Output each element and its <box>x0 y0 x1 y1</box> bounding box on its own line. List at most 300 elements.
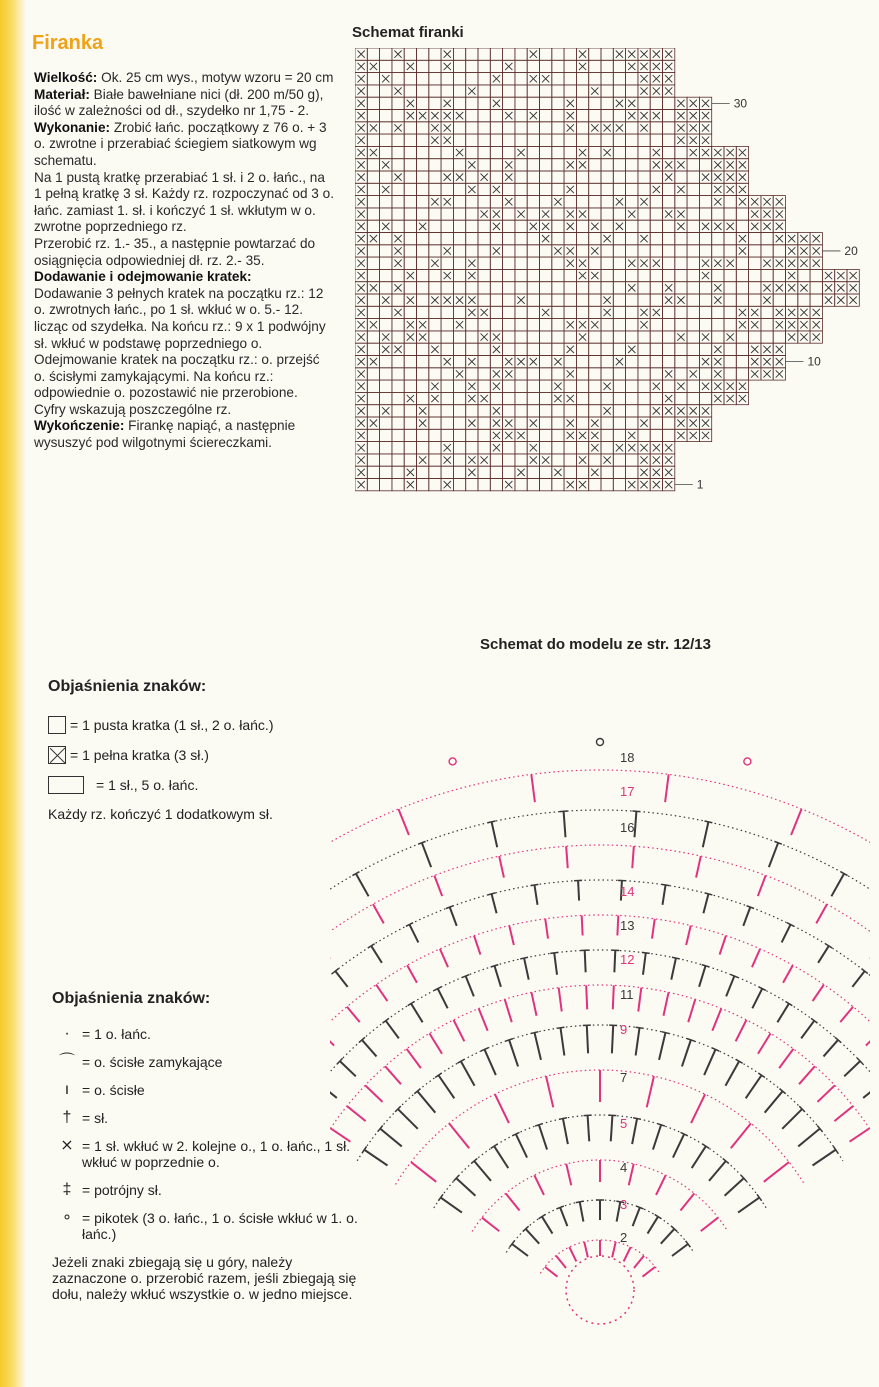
filet-cross <box>739 309 746 316</box>
filet-cell <box>675 368 687 380</box>
filet-cell <box>466 245 478 257</box>
filet-cross <box>714 395 721 402</box>
filet-cell <box>441 405 453 417</box>
instruction-paragraph <box>34 352 334 402</box>
stitch-mark <box>546 1076 553 1107</box>
filet-cell <box>367 257 379 269</box>
filet-cross <box>727 260 734 267</box>
legend-item-text: = o. ścisłe zamykające <box>82 1054 223 1070</box>
filet-cross <box>665 63 672 70</box>
filet-cell <box>552 257 564 269</box>
stitch-mark <box>769 843 778 867</box>
filet-cell <box>589 356 601 368</box>
filet-cell <box>638 282 650 294</box>
filet-cell <box>429 60 441 72</box>
filet-cross <box>714 297 721 304</box>
filet-cross <box>505 161 512 168</box>
filet-cross <box>493 186 500 193</box>
instruction-label: Wykonanie: <box>34 119 111 135</box>
stitch-mark <box>454 1020 465 1041</box>
filet-cell <box>613 146 625 158</box>
filet-cell <box>453 85 465 97</box>
stitch-mark <box>509 926 514 945</box>
filet-cross <box>358 186 365 193</box>
filet-cell <box>638 356 650 368</box>
filet-cross <box>579 260 586 267</box>
filet-cell <box>478 97 490 109</box>
filet-cell <box>417 233 429 245</box>
stitch-mark <box>703 894 708 913</box>
instruction-paragraph <box>34 269 334 286</box>
filet-cross <box>444 124 451 131</box>
filet-cell <box>380 368 392 380</box>
filet-cell <box>540 331 552 343</box>
filet-cell <box>736 269 748 281</box>
filet-cell <box>589 73 601 85</box>
filet-cross <box>813 260 820 267</box>
filet-cross <box>653 383 660 390</box>
filet-cross <box>358 407 365 414</box>
filet-cell <box>404 417 416 429</box>
filet-cell <box>601 73 613 85</box>
filet-cell <box>613 306 625 318</box>
filet-cell <box>527 405 539 417</box>
stitch-mark <box>347 1007 360 1022</box>
filet-cross <box>776 358 783 365</box>
instruction-paragraph <box>34 236 334 269</box>
filet-cross <box>468 420 475 427</box>
filet-cross <box>394 124 401 131</box>
row-label: 10 <box>807 354 821 369</box>
legend-note: Jeżeli znaki zbiegają się u góry, należy zaznaczone o. przerobić razem, jeśli zbiegają się dołu, należy wkłuć wszystkie o. w jedno miejsce. <box>52 1254 357 1302</box>
filet-cell <box>626 220 638 232</box>
filet-cross <box>567 321 574 328</box>
filet-cell <box>441 282 453 294</box>
filet-cross <box>640 75 647 82</box>
filet-cell <box>392 417 404 429</box>
filet-cross <box>493 247 500 254</box>
filet-cross <box>604 124 611 131</box>
filet-cell <box>367 183 379 195</box>
filet-cell <box>478 405 490 417</box>
filet-cross <box>517 469 524 476</box>
filet-cross <box>616 444 623 451</box>
filet-cell <box>515 48 527 60</box>
filet-cell <box>392 159 404 171</box>
stitch-mark <box>635 811 637 837</box>
filet-cell <box>699 245 711 257</box>
filet-cross <box>727 186 734 193</box>
stitch-mark <box>534 1175 544 1195</box>
stitch-mark <box>834 1106 853 1121</box>
filet-cell <box>453 196 465 208</box>
legend-item <box>52 1054 362 1070</box>
filet-cross <box>739 186 746 193</box>
filet-cell <box>540 159 552 171</box>
filet-cross <box>554 395 561 402</box>
filet-cross <box>714 161 721 168</box>
filet-cross <box>407 333 414 340</box>
filet-cell <box>552 405 564 417</box>
center-ring <box>566 1256 634 1324</box>
filet-cell <box>527 85 539 97</box>
filet-cell <box>687 319 699 331</box>
filet-cell <box>699 294 711 306</box>
filet-cell <box>367 48 379 60</box>
filet-cell <box>712 331 724 343</box>
filet-cross <box>505 481 512 488</box>
filet-cross <box>751 309 758 316</box>
filet-cross <box>825 297 832 304</box>
filet-cell <box>478 60 490 72</box>
filet-cross <box>394 284 401 291</box>
filet-cell <box>490 356 502 368</box>
stitch-mark <box>652 919 655 939</box>
stitch-mark <box>624 1247 631 1261</box>
filet-cross <box>727 161 734 168</box>
filet-cell <box>453 60 465 72</box>
filet-cross <box>358 63 365 70</box>
filet-cell <box>663 257 675 269</box>
stitch-mark <box>441 1198 462 1213</box>
filet-cell <box>601 282 613 294</box>
filet-cell <box>392 146 404 158</box>
filet-cell <box>712 319 724 331</box>
filet-cell <box>564 171 576 183</box>
filet-cell <box>613 429 625 441</box>
filet-cross <box>665 407 672 414</box>
filet-cell <box>589 208 601 220</box>
filet-cell <box>552 122 564 134</box>
filet-cell <box>675 269 687 281</box>
filet-cell <box>663 233 675 245</box>
filet-cell <box>466 73 478 85</box>
filet-cell <box>515 368 527 380</box>
filet-cross <box>407 297 414 304</box>
filet-cross <box>837 284 844 291</box>
stitch-mark <box>494 1146 508 1168</box>
filet-cross <box>591 432 598 439</box>
stitch-mark <box>386 1021 399 1039</box>
filet-cell <box>638 220 650 232</box>
filet-cell <box>466 146 478 158</box>
filet-cell <box>675 306 687 318</box>
filet-cell <box>417 282 429 294</box>
filet-cell <box>367 73 379 85</box>
filet-cross <box>788 272 795 279</box>
filet-cross <box>628 481 635 488</box>
filet-cell <box>663 183 675 195</box>
filet-cross <box>358 149 365 156</box>
filet-cell <box>503 208 515 220</box>
filet-cell <box>466 442 478 454</box>
filet-cross <box>677 124 684 131</box>
filet-cell <box>724 356 736 368</box>
stitch-mark <box>534 885 537 905</box>
filet-cell <box>810 294 822 306</box>
filet-cell <box>663 146 675 158</box>
doily-row <box>330 845 870 1067</box>
picot-mark <box>744 758 751 765</box>
filet-cell <box>687 331 699 343</box>
filet-cell <box>367 405 379 417</box>
filet-cross <box>837 297 844 304</box>
filet-cell <box>650 220 662 232</box>
filet-cell <box>380 380 392 392</box>
filet-cell <box>441 208 453 220</box>
filet-cross <box>714 260 721 267</box>
filet-cell <box>367 294 379 306</box>
filet-cross <box>407 112 414 119</box>
filet-cell <box>466 134 478 146</box>
doily-row-label: 2 <box>620 1230 628 1245</box>
filet-cell <box>404 429 416 441</box>
filet-cross <box>358 420 365 427</box>
stitch-mark <box>782 925 791 943</box>
filet-cell <box>638 146 650 158</box>
stitch-mark <box>682 1040 691 1067</box>
filet-cell <box>527 183 539 195</box>
filet-cross <box>382 407 389 414</box>
filet-cross <box>444 174 451 181</box>
filet-cross <box>505 432 512 439</box>
stitch-mark <box>582 915 583 935</box>
stitch-mark <box>516 1134 527 1157</box>
filet-cell <box>540 196 552 208</box>
filet-cell <box>761 269 773 281</box>
filet-cell <box>638 183 650 195</box>
legend-item-full: = 1 pełna kratka (3 sł.) <box>48 740 348 770</box>
filet-cell <box>417 48 429 60</box>
filet-cross <box>628 63 635 70</box>
filet-cell <box>650 356 662 368</box>
filet-cross <box>505 174 512 181</box>
filet-cell <box>392 294 404 306</box>
filet-cell <box>503 269 515 281</box>
stitch-mark <box>746 1075 762 1098</box>
filet-cross <box>567 432 574 439</box>
filet-cross <box>739 383 746 390</box>
filet-cross <box>813 247 820 254</box>
stitch-mark <box>542 1217 553 1234</box>
filet-cell <box>589 171 601 183</box>
instruction-paragraph <box>34 70 334 87</box>
filet-cell <box>613 466 625 478</box>
filet-cross <box>640 112 647 119</box>
filet-cross <box>444 198 451 205</box>
filet-cross <box>567 395 574 402</box>
filet-cross <box>591 469 598 476</box>
filet-cell <box>392 442 404 454</box>
filet-cell <box>478 380 490 392</box>
filet-cell <box>404 73 416 85</box>
filet-cell <box>392 356 404 368</box>
filet-cell <box>515 171 527 183</box>
filet-cell <box>540 48 552 60</box>
stitch-mark <box>783 965 793 982</box>
filet-cell <box>601 183 613 195</box>
filet-cross <box>640 481 647 488</box>
legend-item <box>52 1110 362 1126</box>
filet-cross <box>604 235 611 242</box>
filet-cell <box>749 257 761 269</box>
filet-cross <box>468 297 475 304</box>
filet-cell <box>699 282 711 294</box>
filet-cross <box>456 112 463 119</box>
filet-cell <box>417 380 429 392</box>
instructions-text <box>34 70 334 452</box>
stitch-mark <box>362 1040 377 1057</box>
filet-cell <box>601 319 613 331</box>
instruction-paragraph <box>34 120 334 170</box>
filet-cell <box>367 110 379 122</box>
filet-cell <box>404 233 416 245</box>
filet-cell <box>761 245 773 257</box>
filet-cross <box>468 161 475 168</box>
stitch-mark <box>411 1162 436 1182</box>
filet-cross <box>665 87 672 94</box>
filet-cell <box>478 368 490 380</box>
stitch-mark <box>632 1119 637 1145</box>
instruction-label: Wielkość: <box>34 70 98 85</box>
filet-cell <box>392 392 404 404</box>
filet-cell <box>367 245 379 257</box>
filet-cell <box>503 392 515 404</box>
stitch-mark <box>665 774 669 802</box>
filet-cell <box>761 306 773 318</box>
filet-cross <box>579 210 586 217</box>
legend-item-text: = potrójny sł. <box>82 1182 162 1198</box>
filet-cell <box>650 122 662 134</box>
filet-cross <box>468 383 475 390</box>
filet-cross <box>517 297 524 304</box>
filet-cell <box>540 442 552 454</box>
filet-cross <box>640 198 647 205</box>
filet-cell <box>490 171 502 183</box>
filet-cross <box>690 124 697 131</box>
filet-cell <box>515 319 527 331</box>
filet-cross <box>640 87 647 94</box>
filet-cell <box>453 405 465 417</box>
filet-cell <box>392 466 404 478</box>
doily-row-label: 13 <box>620 918 635 933</box>
stitch-mark <box>578 881 579 901</box>
filet-cross <box>776 235 783 242</box>
filet-cell <box>404 220 416 232</box>
filet-cell <box>712 269 724 281</box>
filet-cell <box>736 282 748 294</box>
filet-cell <box>589 146 601 158</box>
filet-cell <box>527 479 539 491</box>
filet-cell <box>417 122 429 134</box>
filet-cell <box>552 479 564 491</box>
filet-cell <box>638 380 650 392</box>
filet-cell <box>564 306 576 318</box>
filet-cross <box>640 420 647 427</box>
filet-cell <box>576 196 588 208</box>
filet-cell <box>663 97 675 109</box>
filet-cell <box>675 245 687 257</box>
filet-cell <box>404 134 416 146</box>
filet-cell <box>724 196 736 208</box>
filet-cell <box>613 269 625 281</box>
filet-cell <box>380 257 392 269</box>
stitch-mark <box>495 1094 509 1123</box>
filet-cell <box>417 245 429 257</box>
filet-cross <box>517 432 524 439</box>
filet-cell <box>478 257 490 269</box>
filet-cell <box>503 257 515 269</box>
filet-cross <box>763 260 770 267</box>
stitch-mark <box>330 1031 334 1045</box>
filet-cross <box>431 124 438 131</box>
filet-cell <box>724 343 736 355</box>
filet-cross <box>358 370 365 377</box>
filet-cell <box>626 392 638 404</box>
filet-cell <box>429 429 441 441</box>
filet-cell <box>380 269 392 281</box>
stitch-mark <box>556 1256 566 1268</box>
filet-cell <box>736 368 748 380</box>
filet-cell <box>601 208 613 220</box>
page-title: Firanka <box>32 32 104 54</box>
filet-cell <box>429 208 441 220</box>
filet-cell <box>675 233 687 245</box>
filet-cross <box>358 100 365 107</box>
filet-cell <box>675 392 687 404</box>
filet-cell <box>613 60 625 72</box>
filet-cell <box>503 73 515 85</box>
filet-cell <box>515 159 527 171</box>
filet-cross <box>677 161 684 168</box>
filet-cross <box>468 358 475 365</box>
filet-cross <box>591 272 598 279</box>
doily-row-label: 14 <box>620 884 635 899</box>
filet-cell <box>564 146 576 158</box>
filet-cell <box>453 159 465 171</box>
filet-cross <box>567 223 574 230</box>
filet-cell <box>417 343 429 355</box>
filet-cell <box>466 233 478 245</box>
filet-cell <box>380 48 392 60</box>
legend-item-text: = 1 sł. wkłuć w 2. kolejne o., 1 o. łańc., 1 sł. wkłuć w poprzednie o. <box>82 1138 351 1170</box>
filet-cell <box>380 146 392 158</box>
filet-cross <box>788 247 795 254</box>
filet-cell <box>404 85 416 97</box>
filet-cell <box>687 171 699 183</box>
filet-cell <box>589 294 601 306</box>
filet-cell <box>429 245 441 257</box>
filet-cell <box>490 306 502 318</box>
instruction-text: Na 1 pustą kratkę przerabiać 1 sł. i 2 o. łańc., na 1 pełną kratkę 3 sł. Każdy rz. rozpoczynać od 3 o. łańc. zamiast 1. sł. i kończyć 1 sł. wkłutym w o. zwrotne poprzedniego rz. <box>34 169 334 235</box>
stitch-mark <box>535 1033 541 1060</box>
filet-cell <box>638 331 650 343</box>
legend-item-empty: = 1 pusta kratka (1 sł., 2 o. łańc.) <box>48 710 348 740</box>
filet-cell <box>576 73 588 85</box>
filet-cell <box>613 73 625 85</box>
filet-cell <box>453 392 465 404</box>
row-label: 30 <box>733 96 748 111</box>
filet-cell <box>663 110 675 122</box>
filet-cell <box>527 122 539 134</box>
filet-cell <box>589 331 601 343</box>
filet-cross <box>640 63 647 70</box>
filet-cell <box>613 245 625 257</box>
filet-cross <box>604 407 611 414</box>
filet-cell <box>392 97 404 109</box>
stitch-mark <box>407 1049 421 1068</box>
filet-cell <box>503 220 515 232</box>
